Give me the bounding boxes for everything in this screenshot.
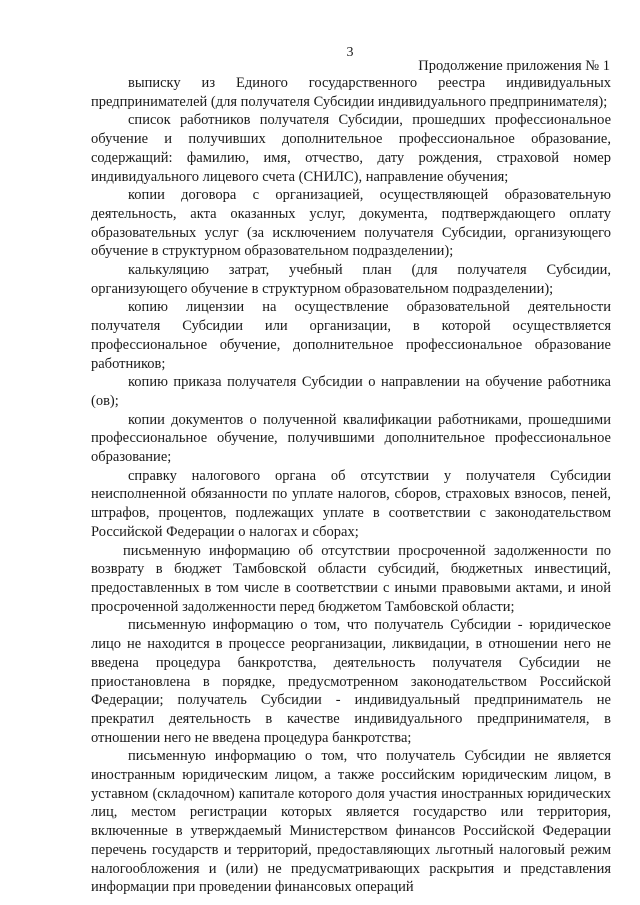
paragraph: копию лицензии на осуществление образовательной деятельности получателя Субсидии или организации, в которой осуществляется профессиональное обучение, дополнительное профессиональное образование работников; <box>91 299 611 372</box>
paragraph: калькуляцию затрат, учебный план (для получателя Субсидии, организующего обучение в структурном образовательном подразделении); <box>91 262 611 297</box>
appendix-continuation-label: Продолжение приложения № 1 <box>418 58 610 74</box>
paragraph: письменную информацию о том, что получатель Субсидии не является иностранным юридическим лицом, а также российским юридическим лицом, в уставном (складочном) капитале которого доля участия иностранных юридических лиц, местом регистрации которых является государство или территория, включенные в утверждаемый Министерством финансов Российской Федерации перечень государств и территорий, предоставляющих льготный налоговый режим налогообложения и (или) не предусматривающих раскрытия и представления информации при проведении финансовых операций <box>91 748 611 896</box>
paragraph: письменную информацию об отсутствии просроченной задолженности по возврату в бюджет Тамбовской области субсидий, бюджетных инвестиций, предоставленных в том числе в соответствии с иными правовыми актами, и иной просроченной задолженности перед бюджетом Тамбовской области; <box>91 542 611 615</box>
paragraph: выписку из Единого государственного реестра индивидуальных предпринимателей (для получателя Субсидии индивидуального предпринимателя); <box>91 75 611 110</box>
paragraph: список работников получателя Субсидии, прошедших профессиональное обучение и получивших дополнительное профессиональное образование, содержащий: фамилию, имя, отчество, дату рождения, страховой номер индивидуального лицевого счета (СНИЛС), направление обучения; <box>91 112 611 185</box>
paragraph: письменную информацию о том, что получатель Субсидии - юридическое лицо не находится в процессе реорганизации, ликвидации, в отношении него не введена процедура банкротства, деятельность получателя Субсидии не приостановлена в порядке, предусмотренном законодательством Российской Федерации; получатель Субсидии - индивидуальный предприниматель не прекратил деятельность в качестве индивидуального предпринимателя, в отношении него не введена процедура банкротства; <box>91 617 611 746</box>
page-number: 3 <box>346 45 354 60</box>
document-body <box>91 74 611 897</box>
paragraph: копии документов о полученной квалификации работниками, прошедшими профессиональное обучение, получившими дополнительное профессиональное образование; <box>91 411 611 466</box>
paragraph: копию приказа получателя Субсидии о направлении на обучение работника (ов); <box>91 374 611 409</box>
paragraph: копии договора с организацией, осуществляющей образовательную деятельность, акта оказанных услуг, документа, подтверждающего оплату образовательных услуг (за исключением получателя Субсидии, организующего обучение в структурном образовательном подразделении); <box>91 187 611 260</box>
paragraph: справку налогового органа об отсутствии у получателя Субсидии неисполненной обязанности по уплате налогов, сборов, страховых взносов, пеней, штрафов, процентов, подлежащих уплате в соответствии с законодательством Российской Федерации о налогах и сборах; <box>91 467 611 540</box>
